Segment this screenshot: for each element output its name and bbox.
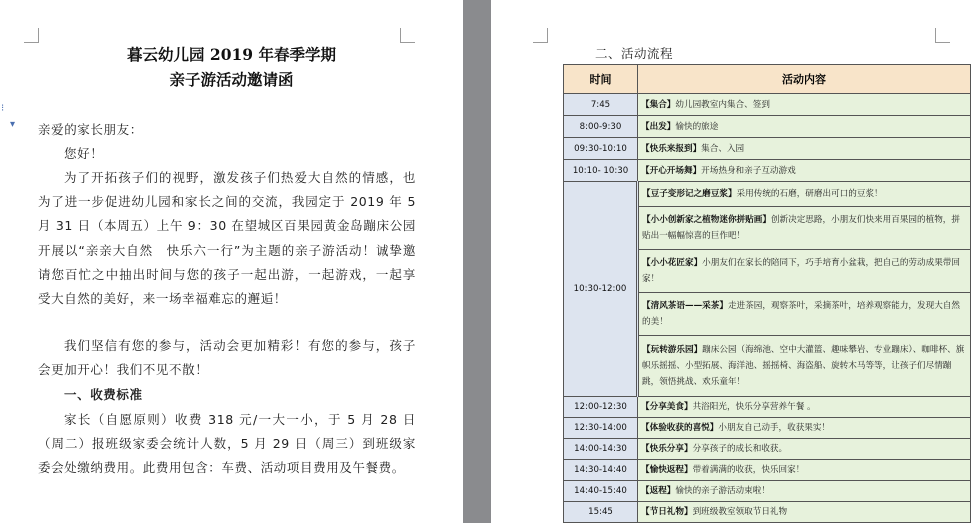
content-cell xyxy=(638,138,971,160)
table-row xyxy=(564,116,971,138)
page-corner-mark xyxy=(400,28,415,43)
activity-text: 共浴阳光，快乐分享营养午餐 。 xyxy=(692,402,816,412)
activity-tag: 【返程】 xyxy=(641,486,676,496)
content-cell xyxy=(638,94,971,116)
time-cell: 09:30-10:10 xyxy=(564,138,638,160)
activity-text: 分享孩子的成长和收获。 xyxy=(692,444,788,454)
activity-tag: 【节日礼物】 xyxy=(641,507,693,517)
table-header-row xyxy=(564,65,971,94)
time-cell: 10:30-12:00 xyxy=(564,182,638,397)
activity-text: 小朋友自己动手，收获果实！ xyxy=(718,423,831,433)
activity-text: 开场热身和亲子互动游戏 xyxy=(701,165,796,176)
time-cell: 10:10- 10:30 xyxy=(564,160,638,182)
content-cell xyxy=(638,439,971,460)
activity-text: 集合、入园 xyxy=(701,143,745,154)
activity-tag: 【开心开场舞】 xyxy=(641,165,702,176)
time-cell: 12:30-14:00 xyxy=(564,418,638,439)
activity-tag: 【体验收获的喜悦】 xyxy=(641,423,719,433)
time-cell: 12:00-12:30 xyxy=(564,397,638,418)
paragraph-mark-icon: ⁝ xyxy=(1,103,5,114)
table-row xyxy=(564,94,971,116)
page-gutter xyxy=(463,0,491,523)
content-cell xyxy=(638,250,971,293)
page-corner-mark xyxy=(935,28,950,43)
page-corner-mark xyxy=(533,28,548,43)
collapse-arrow-icon[interactable]: ▾ xyxy=(10,119,16,130)
content-cell xyxy=(638,502,971,523)
body-paragraph-1: 为了开拓孩子们的视野，激发孩子们热爱大自然的情感，也为了进一步促进幼儿园和家长之间的交流，我园定于 2019 年 5 月 31 日（本周五）上午 9：30 在望城区百果园黄金岛蹦床公园开展以“亲亲大自然 快乐六一行”为主题的亲子游活动！诚挚邀请您百忙之中抽出时间与您的孩子一起出游，一起游戏，一起享受大自然的美好，来一场幸福难忘的邂逅！ xyxy=(38,170,416,307)
schedule-table xyxy=(563,64,971,523)
content-cell xyxy=(638,481,971,502)
activity-text: 愉快的亲子游活动束啦！ xyxy=(675,486,770,496)
activity-tag: 【小小花匠家】 xyxy=(642,258,703,268)
table-row xyxy=(564,418,971,439)
time-cell: 8:00-9:30 xyxy=(564,116,638,138)
activity-tag: 【快乐来报到】 xyxy=(641,143,702,154)
time-cell: 14:40-15:40 xyxy=(564,481,638,502)
content-cell xyxy=(638,207,971,250)
activity-text: 小朋友们在家长的陪同下，巧手培育小盆栽，把自己的劳动成果带回家！ xyxy=(642,258,960,284)
activity-tag: 【集合】 xyxy=(641,99,676,110)
page-corner-mark xyxy=(24,28,39,43)
section-heading-schedule: 二、活动流程 xyxy=(595,46,674,61)
document-page-left xyxy=(0,0,463,523)
table-row xyxy=(564,182,971,207)
time-cell: 15:45 xyxy=(564,502,638,523)
content-cell xyxy=(638,336,971,397)
time-cell: 14:00-14:30 xyxy=(564,439,638,460)
content-cell xyxy=(638,418,971,439)
activity-text: 幼儿园教室内集合、签到 xyxy=(675,99,770,110)
activity-text: 带着满满的收获，快乐回家！ xyxy=(692,465,805,475)
table-row xyxy=(564,460,971,481)
column-header-content: 活动内容 xyxy=(638,65,971,94)
time-cell: 14:30-14:40 xyxy=(564,460,638,481)
activity-text: 采用传统的石磨，研磨出可口的豆浆！ xyxy=(736,189,883,199)
column-header-time: 时间 xyxy=(564,65,638,94)
content-cell xyxy=(638,293,971,336)
content-cell xyxy=(638,160,971,182)
activity-text: 创新决定思路，小朋友们快来用百果园的植物，拼贴出一幅幅惊喜的巨作吧！ xyxy=(642,215,960,241)
activity-text: 蹦床公园（海绵池、空中大灌篮、趣味攀岩、专业蹦床）、咖啡杯、旗帜乐摇摇、小型拓展、海洋池、摇摇椅、海盗船、旋转木马等等，让孩子们尽情蹦跳，领悟挑战、欢乐童年！ xyxy=(642,345,965,387)
activity-tag: 【出发】 xyxy=(641,121,676,132)
activity-tag: 【愉快返程】 xyxy=(641,465,693,475)
body-paragraph-2: 我们坚信有您的参与，活动会更加精彩！有您的参与，孩子会更加开心！我们不见不散！ xyxy=(38,338,416,378)
document-page-right xyxy=(491,0,975,523)
activity-text: 走进茶园，观察茶叶，采摘茶叶，培养观察能力，发现大自然的美！ xyxy=(642,301,960,327)
content-cell xyxy=(638,460,971,481)
table-row xyxy=(564,397,971,418)
letter-title-line1: 暮云幼儿园 2019 年春季学期 xyxy=(127,45,336,64)
letter-title-line2: 亲子游活动邀请函 xyxy=(169,70,294,89)
activity-tag: 【快乐分享】 xyxy=(641,444,693,454)
time-cell: 7:45 xyxy=(564,94,638,116)
content-cell xyxy=(638,182,971,207)
table-row xyxy=(564,502,971,523)
activity-tag: 【玩转游乐园】 xyxy=(642,345,703,355)
content-cell xyxy=(638,397,971,418)
content-cell xyxy=(638,116,971,138)
activity-tag: 【清风茶语——采茶】 xyxy=(642,301,728,311)
section-heading-fees: 一、收费标准 xyxy=(64,387,143,402)
activity-tag: 【小小创新家之植物迷你拼贴画】 xyxy=(642,215,771,225)
table-row xyxy=(564,439,971,460)
greeting: 您好！ xyxy=(64,146,104,161)
activity-text: 到班级教室领取节日礼物 xyxy=(692,507,788,517)
body-paragraph-fees: 家长（自愿原则）收费 318 元/一大一小，于 5 月 28 日（周二）报班级家委会统计人数，5 月 29 日（周三）到班级家委会处缴纳费用。此费用包含：车费、活动项目费用及午餐费。 xyxy=(38,412,416,476)
activity-text: 愉快的旅途 xyxy=(675,121,719,132)
activity-tag: 【分享美食】 xyxy=(641,402,693,412)
table-row xyxy=(564,160,971,182)
salutation: 亲爱的家长朋友： xyxy=(38,122,143,137)
table-row xyxy=(564,481,971,502)
activity-tag: 【豆子变形记之磨豆浆】 xyxy=(642,189,737,199)
table-row xyxy=(564,138,971,160)
